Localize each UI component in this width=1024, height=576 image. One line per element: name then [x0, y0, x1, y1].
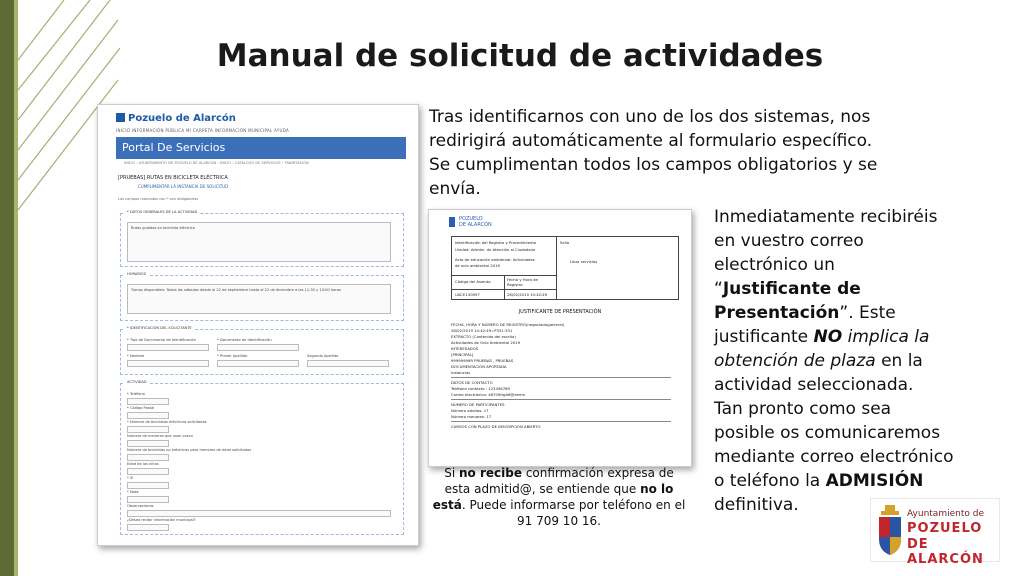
receipt-line: 99999999R PRUEBAS , PRUEBAS — [451, 358, 514, 363]
bikes-input[interactable] — [127, 426, 169, 433]
activity-value: Rutas guiadas en bicicleta eléctrica — [131, 226, 195, 230]
receipt-line: NÚMERO DE PARTICIPANTES — [451, 402, 505, 407]
text-line — [714, 325, 1004, 349]
receipt-line: 28/02/2019 10:42:49 nº331:331 — [451, 328, 513, 333]
table-cell: Identificación del Registro y Procedimiento — [455, 240, 537, 245]
intro-line: Tras identificarnos con uno de los dos sistemas, nos — [429, 107, 871, 127]
text-line: en vuestro correo — [714, 231, 864, 251]
quote-mark: “ — [714, 279, 723, 299]
text-line: definitiva. — [714, 495, 799, 515]
name-input[interactable] — [127, 360, 209, 367]
receipt-logo-line: POZUELO — [459, 216, 483, 222]
bold-text: Presentación — [714, 303, 840, 323]
intro-line: redirigirá automáticamente al formulario específico. — [429, 131, 873, 151]
field-label: * Nota — [127, 490, 139, 494]
table-divider — [504, 275, 505, 299]
doc-number-input[interactable] — [217, 344, 299, 351]
receipt-screenshot — [428, 209, 692, 467]
table-cell: Fecha y Hora de Registro — [507, 277, 538, 287]
field-label: * Tipo de Documento de Identificación — [127, 338, 197, 342]
slide-title: Manual de solicitud de actividades — [216, 38, 824, 74]
caption-text: confirmación expresa de esta admitid@, se entiende que — [444, 466, 674, 496]
phone-input[interactable] — [127, 398, 169, 405]
text-line — [714, 349, 1004, 373]
portal-brand: Pozuelo de Alarcón — [128, 113, 236, 124]
field-label: Número de bicicletas no eléctricas para menores de edad solicitadas — [127, 448, 252, 452]
receipt-line: DATOS DE CONTACTO — [451, 380, 493, 385]
field-label: Número de menores que usan casco — [127, 434, 193, 438]
field-label: * Documento de Identificación — [217, 338, 272, 342]
text-line: actividad seleccionada. — [714, 375, 914, 395]
nonelectric-input[interactable] — [127, 454, 169, 461]
table-cell: de ocio ambiental 2019 — [455, 263, 500, 268]
field-label: ¿Desea recibir información municipal? — [127, 518, 196, 522]
note-select[interactable] — [127, 496, 169, 503]
logo-line: POZUELO — [907, 521, 983, 536]
receipt-line: Teléfono contacto : 123456789 — [451, 386, 510, 391]
text-line: posible os comunicaremos — [714, 423, 941, 443]
receipt-divider — [451, 377, 671, 378]
text-line: mediante correo electrónico — [714, 447, 954, 467]
receipt-logo — [459, 216, 492, 228]
receipt-line: Correo electrónico: 46709frgh6@eeme — [451, 392, 525, 397]
caption-text: Si — [444, 466, 460, 480]
receipt-line: INTERESADOS — [451, 346, 479, 351]
surname2-input[interactable] — [307, 360, 389, 367]
section-label: HORARIOS — [127, 272, 147, 276]
receipt-body — [451, 322, 671, 430]
observations-input[interactable] — [127, 510, 391, 517]
section-label: * DATOS GENERALES DE LA ACTIVIDAD — [127, 210, 198, 214]
text-part: en la — [875, 351, 923, 371]
receipt-line: CURSOS CON PLAZO DE INSCRIPCIÓN ABIERTO — [451, 424, 541, 429]
intro-line: Se cumplimentan todos los campos obligatorios y se — [429, 155, 878, 175]
portal-logo-icon — [116, 113, 125, 122]
logo-line: Ayuntamiento de — [907, 509, 984, 519]
required-note: Los campos marcados con * son obligatorios — [118, 197, 199, 201]
italic-text: obtención de plaza — [714, 351, 876, 371]
text-line: electrónico un — [714, 255, 835, 275]
text-line: Inmediatamente recibiréis — [714, 207, 938, 227]
text-line — [714, 277, 1004, 301]
receipt-divider — [451, 421, 671, 422]
receipt-heading: JUSTIFICANTE DE PRESENTACIÓN — [518, 309, 602, 315]
table-cell: Unidad: Admón. de Atención al Ciudadano — [455, 247, 536, 252]
breadcrumb: INICIO › AYUNTAMIENTO DE POZUELO DE ALARCÓN › INICIO › CATÁLOGO DE SERVICIOS › TRAMITACIÓN — [124, 161, 309, 165]
receipt-logo-icon — [449, 217, 455, 227]
bold-text: ADMISIÓN — [825, 471, 924, 491]
caption-bold: no recibe — [459, 466, 522, 480]
table-cell: Acta de educación ambiental: Actividades — [455, 257, 535, 262]
field-label: Segundo Apellido — [307, 354, 339, 358]
field-label: * Primer Apellido — [217, 354, 248, 358]
portal-banner — [116, 137, 406, 159]
caption-bold: no lo está — [432, 482, 674, 512]
receipt-line: FECHA, HORA Y NÚMERO DE REGISTRO(negociado/general) — [451, 322, 565, 327]
surname1-input[interactable] — [217, 360, 299, 367]
confirmation-text — [714, 205, 1004, 517]
coat-of-arms-icon — [877, 505, 903, 557]
schedule-textarea[interactable] — [127, 284, 391, 314]
receipt-line: Número adultos: 17 — [451, 408, 489, 413]
receipt-line: Número menores: 17 — [451, 414, 492, 419]
section-horarios — [120, 272, 404, 321]
table-cell: Sello — [560, 240, 570, 245]
section-actividad — [120, 380, 404, 535]
portal-banner-title: Portal De Servicios — [122, 141, 226, 154]
text-part: o teléfono la — [714, 471, 826, 491]
form-link[interactable]: CUMPLIMENTAR LA INSTANCIA DE SOLICITUD — [138, 184, 229, 189]
registry-table — [451, 236, 679, 300]
intro-text — [429, 105, 989, 201]
ages-input[interactable] — [127, 468, 169, 475]
section-general — [120, 210, 404, 267]
text-line: Tan pronto como sea — [714, 399, 892, 419]
italic-text: implica la — [842, 327, 930, 347]
text-part: ”. Este — [839, 303, 896, 323]
activity-textarea[interactable] — [127, 222, 391, 262]
field-label: * Teléfono — [127, 392, 145, 396]
text-line — [714, 469, 1004, 493]
table-cell: 28/02/2019 10:42:49 — [507, 292, 548, 297]
field-label: * Sí — [127, 476, 134, 480]
text-line — [714, 301, 1004, 325]
receipt-line: EXTRACTO (Contenido del escrito) — [451, 334, 516, 339]
field-label: * Número de bicicletas eléctricas solicitadas — [127, 420, 207, 424]
receipt-line: [PRINCIPAL] — [451, 352, 474, 357]
portal-nav: INICIO INFORMACIÓN PÚBLICA MI CARPETA INFORMACIÓN MUNICIPAL AYUDA — [116, 128, 290, 133]
section-label: * IDENTIFICACIÓN DEL SOLICITANTE — [127, 326, 192, 330]
field-label: * Código Postal — [127, 406, 155, 410]
helmet-input[interactable] — [127, 440, 169, 447]
receipt-line: DOCUMENTACIÓN APORTADA — [451, 364, 507, 369]
receipt-caption — [430, 465, 688, 529]
receipt-line: Actividades de Ocio Ambiental 2019 — [451, 340, 520, 345]
receipt-logo-line: DE ALARCÓN — [459, 222, 492, 228]
receipt-line: Instancias — [451, 370, 471, 375]
section-label: ACTIVIDAD — [127, 380, 147, 384]
portal-logo — [116, 113, 236, 124]
bold-text: Justificante de — [722, 279, 861, 299]
schedule-value: Turnos disponibles: Todos los sábados desde el 22 de septiembre hasta el 22 de diciembre a las 11:30 y 13:00 horas — [131, 288, 341, 292]
yes-select[interactable] — [127, 482, 169, 489]
section-solicitante — [120, 326, 404, 375]
intro-line: envía. — [429, 179, 481, 199]
ayuntamiento-logo — [870, 498, 1000, 567]
caption-text: . Puede informarse por teléfono en el 91 709 10 16. — [461, 498, 686, 528]
table-cell: UACE130097 — [455, 292, 480, 297]
bold-italic-text: NO — [813, 327, 843, 347]
doc-type-select[interactable] — [127, 344, 209, 351]
form-heading: [PRUEBAS] RUTAS EN BICICLETA ELÉCTRICA — [118, 175, 228, 181]
info-select[interactable] — [127, 524, 169, 531]
table-cell: Código del Asiento — [455, 279, 491, 284]
field-label: Edad de los niños — [127, 462, 159, 466]
text-part: justificante — [714, 327, 814, 347]
postal-input[interactable] — [127, 412, 169, 419]
field-label: Observaciones — [127, 504, 154, 508]
table-divider — [556, 237, 557, 299]
field-label: * Nombre — [127, 354, 145, 358]
receipt-divider — [451, 399, 671, 400]
table-cell: Libro servicios — [570, 259, 598, 264]
logo-line: DE ALARCÓN — [907, 537, 984, 567]
table-divider — [452, 289, 556, 290]
form-screenshot — [97, 104, 419, 546]
